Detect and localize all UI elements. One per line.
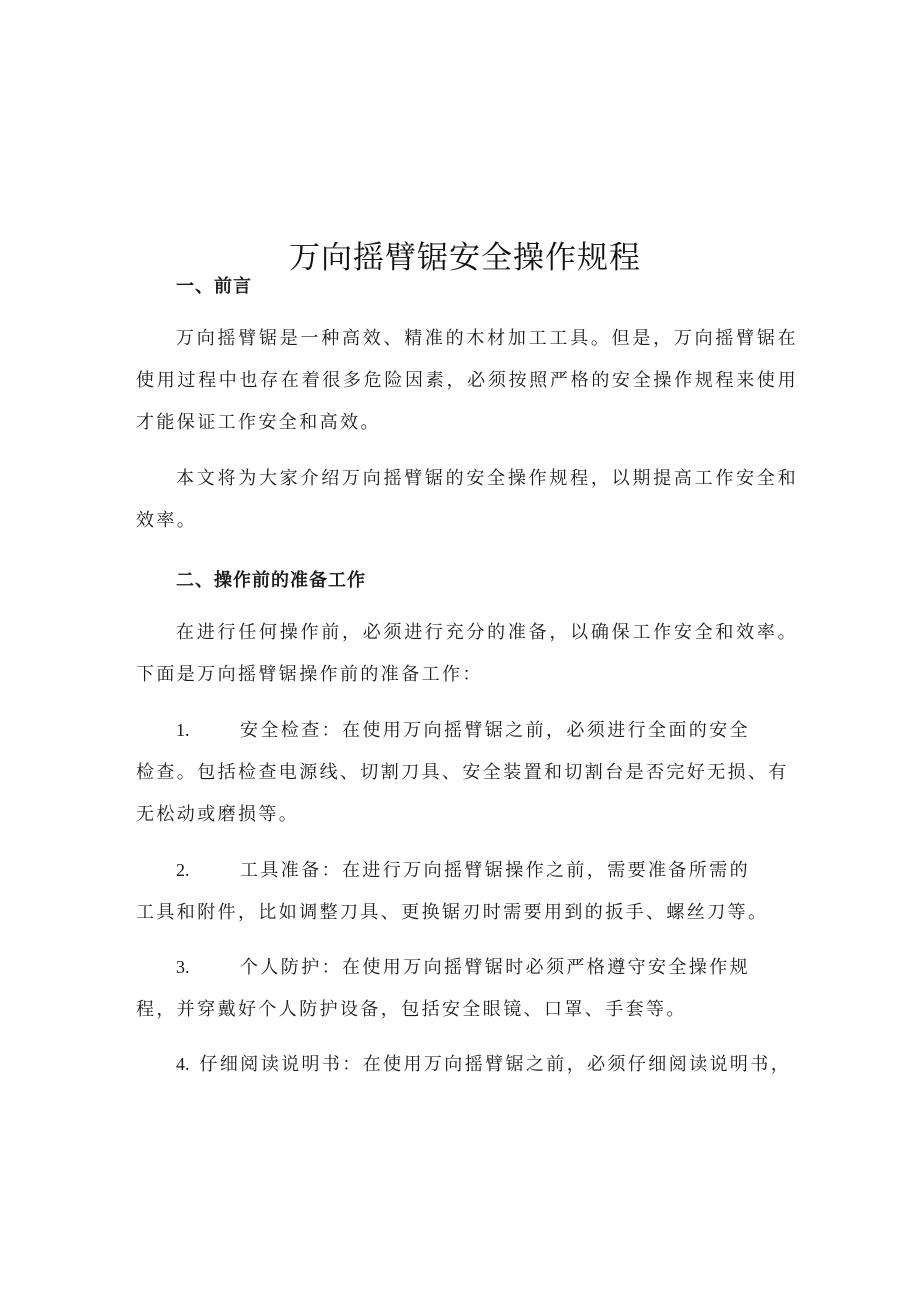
list-item-number: 4. [176,1054,190,1074]
list-item-number: 3. [176,957,190,977]
list-item-text: 工具准备：在进行万向摇臂锯操作之前，需要准备所需的 [240,860,750,881]
preparation-intro-paragraph: 在进行任何操作前，必须进行充分的准备，以确保工作安全和效率。下面是万向摇臂锯操作前的准备工作： [136,622,798,685]
list-item-text: 仔细阅读说明书：在使用万向摇臂锯之前，必须仔细阅读说明书， [199,1054,792,1075]
list-item [136,1043,798,1086]
list-item-continuation: 检查。包括检查电源线、切割刀具、安全装置和切割台是否完好无损、有无松动或磨损等。 [136,762,789,825]
list-item [136,849,798,934]
list-item-text: 安全检查：在使用万向摇臂锯之前，必须进行全面的安全 [240,720,750,741]
preface-paragraph-1: 万向摇臂锯是一种高效、精准的木材加工工具。但是，万向摇臂锯在使用过程中也存在着很多危险因素，必须按照严格的安全操作规程来使用才能保证工作安全和高效。 [136,328,798,433]
preface-paragraph-2: 本文将为大家介绍万向摇臂锯的安全操作规程，以期提高工作安全和效率。 [136,468,798,531]
section-heading-preparation: 二、操作前的准备工作 [176,570,366,591]
list-item-number: 2. [176,860,190,880]
list-item [136,946,798,1031]
list-item-text: 个人防护：在使用万向摇臂锯时必须严格遵守安全操作规 [240,957,750,978]
list-item-continuation: 程，并穿戴好个人防护设备，包括安全眼镜、口罩、手套等。 [136,999,687,1020]
document-title: 万向摇臂锯安全操作规程 [289,239,641,276]
list-item-number: 1. [176,720,190,740]
list-item-continuation: 工具和附件，比如调整刀具、更换锯刃时需要用到的扳手、螺丝刀等。 [136,902,769,923]
section-heading-preface: 一、前言 [176,276,252,297]
list-item [136,709,798,836]
